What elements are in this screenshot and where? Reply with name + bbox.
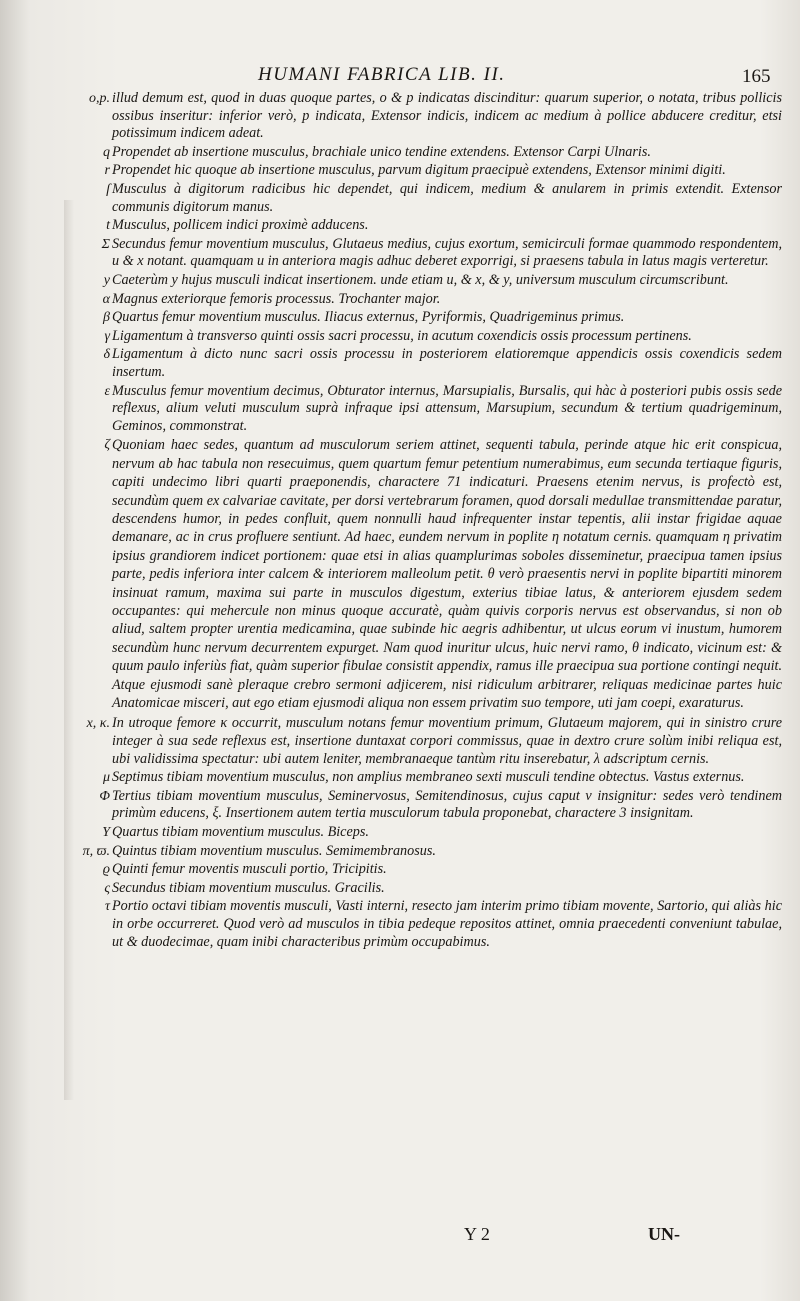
entry-text: Quartus tibiam moventium musculus. Biceps. <box>112 823 369 840</box>
legend-entry <box>0 328 800 346</box>
legend-entry <box>0 436 800 712</box>
figure-marker: ς <box>104 880 110 896</box>
legend-entry <box>0 90 800 143</box>
legend-entry <box>0 217 800 235</box>
figure-marker: ζ <box>104 437 110 453</box>
legend-entry <box>0 272 800 290</box>
legend-entry <box>0 788 800 823</box>
figure-marker: Σ <box>101 236 110 252</box>
entry-text: Musculus à digitorum radicibus hic dependet, qui indicem, medium & anularem in primis extendit. Extensor communis digitorum manus. <box>112 180 782 215</box>
entry-text: Secundus tibiam moventium musculus. Gracilis. <box>112 879 385 896</box>
legend-entry <box>0 769 800 787</box>
figure-marker: β <box>103 310 110 326</box>
legend-entry <box>0 843 800 861</box>
entry-text: Quinti femur moventis musculi portio, Tricipitis. <box>112 861 387 878</box>
legend-entry <box>0 236 800 271</box>
entry-text: Quoniam haec sedes, quantum ad musculorum seriem attinet, sequenti tabula, perinde atque hic erit conspicua, nervum ab hac tabula non resecuimus, quem quartum femur petentium numerabimus, eum secunda tertiaque figuris, capiti undecimo libri quarti praeponendis, charactere 71 indicaturi. Praesens etenim nervus, is profectò est, secundùm quem ex calvariae cavitate, per dorsi vertebrarum foramen, quod dorsali medullae transmittendae paratur, descendens humor, in pedes confluit, quem nonnulli haud infrequenter instar tepentis, alii instar frigidae aquae demanare, ac in crus profluere sentiunt. Ad haec, eundem nervum in poplite η notatum cernis. quamquam η privatim ipsius grandiorem indicet portionem: quae etsi in alias quamplurimas soboles disseminetur, praecipua tamen ipsius parte, pedis inferiora inter calcem & interiorem malleolum petit. θ verò praesentis nervi in poplite bipartiti minorem insinuat ramum, maxima sui parte in musculos digestum, exterius tibiae latus, & anteriorem ejusdem sedem occupantes: qui mehercule non minus quoque accuratè, quàm quivis corporis nervus est observandus, si non ob aliud, saltem propter urentia medicamina, quae subinde hic aegris adhibentur, ut ulcus eorum vi inustum, humorem secundùm hunc nervum decurrentem expurget. Nam quod inuritur ulcus, huic nervi ramo, θ indicato, vicinum est: & quum paulo inferiùs fiat, quàm superior fibulae consistit appendix, ramus ille praecipua sua portione contingi nequit. Atque ejusmodi sanè pleraque crebro sermoni adjicerem, nisi ridiculum arbitrarer, reliquas medicinae partes huic Anatomicae misceri, aut ego etiam ejusmodi aliqua non essem privatim suo tempore, uti jam coepi, exaraturus. <box>112 437 782 711</box>
entry-text: Ligamentum à transverso quinti ossis sacri processu, in acutum coxendicis ossis processum pertinens. <box>112 327 692 344</box>
legend-entry <box>0 291 800 309</box>
figure-marker: ſ <box>106 181 110 197</box>
figure-marker: t <box>106 218 110 234</box>
figure-marker: π, ϖ. <box>82 843 110 859</box>
entry-text: Caeterùm y hujus musculi indicat insertionem. unde etiam u, & x, & y, universum musculum circumscribunt. <box>112 271 729 288</box>
figure-marker: o,p. <box>89 91 110 106</box>
legend-entry <box>0 346 800 381</box>
figure-marker: x, κ. <box>86 716 110 732</box>
page-header <box>0 62 800 90</box>
entry-text: Propendet hic quoque ab insertione musculus, parvum digitum praecipuè extendens, Extensor minimi digiti. <box>112 162 726 179</box>
legend-entry <box>0 383 800 436</box>
entry-text: Propendet ab insertione musculus, brachiale unico tendine extendens. Extensor Carpi Ulnaris. <box>112 143 651 160</box>
entry-text: illud demum est, quod in duas quoque partes, o & p indicatas discinditur: quarum superior, o notata, tribus pollicis ossibus inseritur: inferior verò, p indicata, Extensor indicis, indicem ac medium à pollice abducere creditur, etsi potissimum indicem adeat. <box>112 90 782 142</box>
figure-marker: Φ <box>99 788 110 804</box>
entry-text: Portio octavi tibiam moventis musculi, Vasti interni, resecto jam interim primo tibiam movente, Sartorio, qui aliàs hic in orbe occurreret. Quod verò ad musculos in tibia pedeque repositos attinet, omnia praecedenti conveniunt tabulae, ut & duodecimae, quam inibi characteribus primùm occupabimus. <box>112 898 782 950</box>
figure-marker: α <box>102 291 110 307</box>
figure-marker: Υ <box>102 824 110 840</box>
entry-text: Ligamentum à dicto nunc sacri ossis processu in posteriorem elatioremque appendicis ossis coxendicis sedem insertum. <box>112 346 782 380</box>
legend-text <box>0 90 800 952</box>
entry-text: Musculus femur moventium decimus, Obturator internus, Marsupialis, Bursalis, qui hàc à posteriori pubis ossis sede reflexus, alium veluti musculum suprà infraque ipsi attensum, Marsupium, secundum & tertium quadrigeminum, Geminos, commonstrat. <box>112 382 782 434</box>
entry-text: Musculus, pollicem indici proximè adducens. <box>112 217 369 234</box>
legend-entry <box>0 898 800 951</box>
entry-text: Tertius tibiam moventium musculus, Seminervosus, Semitendinosus, cujus caput ν insignitur: sedes verò tendinem primùm educens, ξ. Insertionem autem tertia musculorum tabula proponebat, charactere 3 insignitam. <box>112 787 782 822</box>
figure-marker: ε <box>104 383 110 399</box>
entry-text: Secundus femur moventium musculus, Glutaeus medius, cujus exortum, semicirculi formae quammodo respondentem, u & x notant. quamquam u in anteriora magis adhuc deberet exporrigi, si praesens tabula in latus magis verteretur. <box>112 235 782 270</box>
figure-marker: μ <box>102 770 110 786</box>
signature-mark: Y 2 <box>464 1224 490 1244</box>
legend-entry <box>0 162 800 180</box>
legend-entry <box>0 861 800 879</box>
figure-marker: δ <box>103 347 110 363</box>
entry-text: Magnus exteriorque femoris processus. Trochanter major. <box>112 290 441 307</box>
figure-marker: τ <box>104 899 110 915</box>
entry-text: Quartus femur moventium musculus. Iliacus externus, Pyriformis, Quadrigeminus primus. <box>112 309 625 326</box>
legend-entry <box>0 144 800 162</box>
figure-marker: r <box>104 163 110 179</box>
legend-entry <box>0 880 800 898</box>
legend-entry <box>0 715 800 768</box>
running-title: HUMANI FABRICA LIB. II. <box>258 64 506 85</box>
legend-entry <box>0 824 800 842</box>
legend-entry <box>0 309 800 327</box>
entry-text: Septimus tibiam moventium musculus, non amplius membraneo sexti musculi tendine obtectus. Vastus externus. <box>112 769 745 786</box>
catchword: UN- <box>648 1224 680 1244</box>
entry-text: Quintus tibiam moventium musculus. Semimembranosus. <box>112 842 436 859</box>
legend-entry <box>0 181 800 216</box>
figure-marker: ϱ <box>102 862 110 878</box>
page-number: 165 <box>742 66 771 87</box>
page-footer <box>0 1224 800 1254</box>
entry-text: In utroque femore κ occurrit, musculum notans femur moventium primum, Glutaeum majorem, qui in sinistro crure integer à sua sede reflexus est, insertione duntaxat corpori commissus, quae in dextro crure solùm inibi reliqua est, ubi validissima spectatur: ubi autem leniter, membranaeque tantùm ritu inserebatur, λ adscriptum cernis. <box>112 715 782 767</box>
figure-marker: q <box>103 144 110 160</box>
figure-marker: y <box>103 272 110 288</box>
figure-marker: γ <box>104 328 110 344</box>
